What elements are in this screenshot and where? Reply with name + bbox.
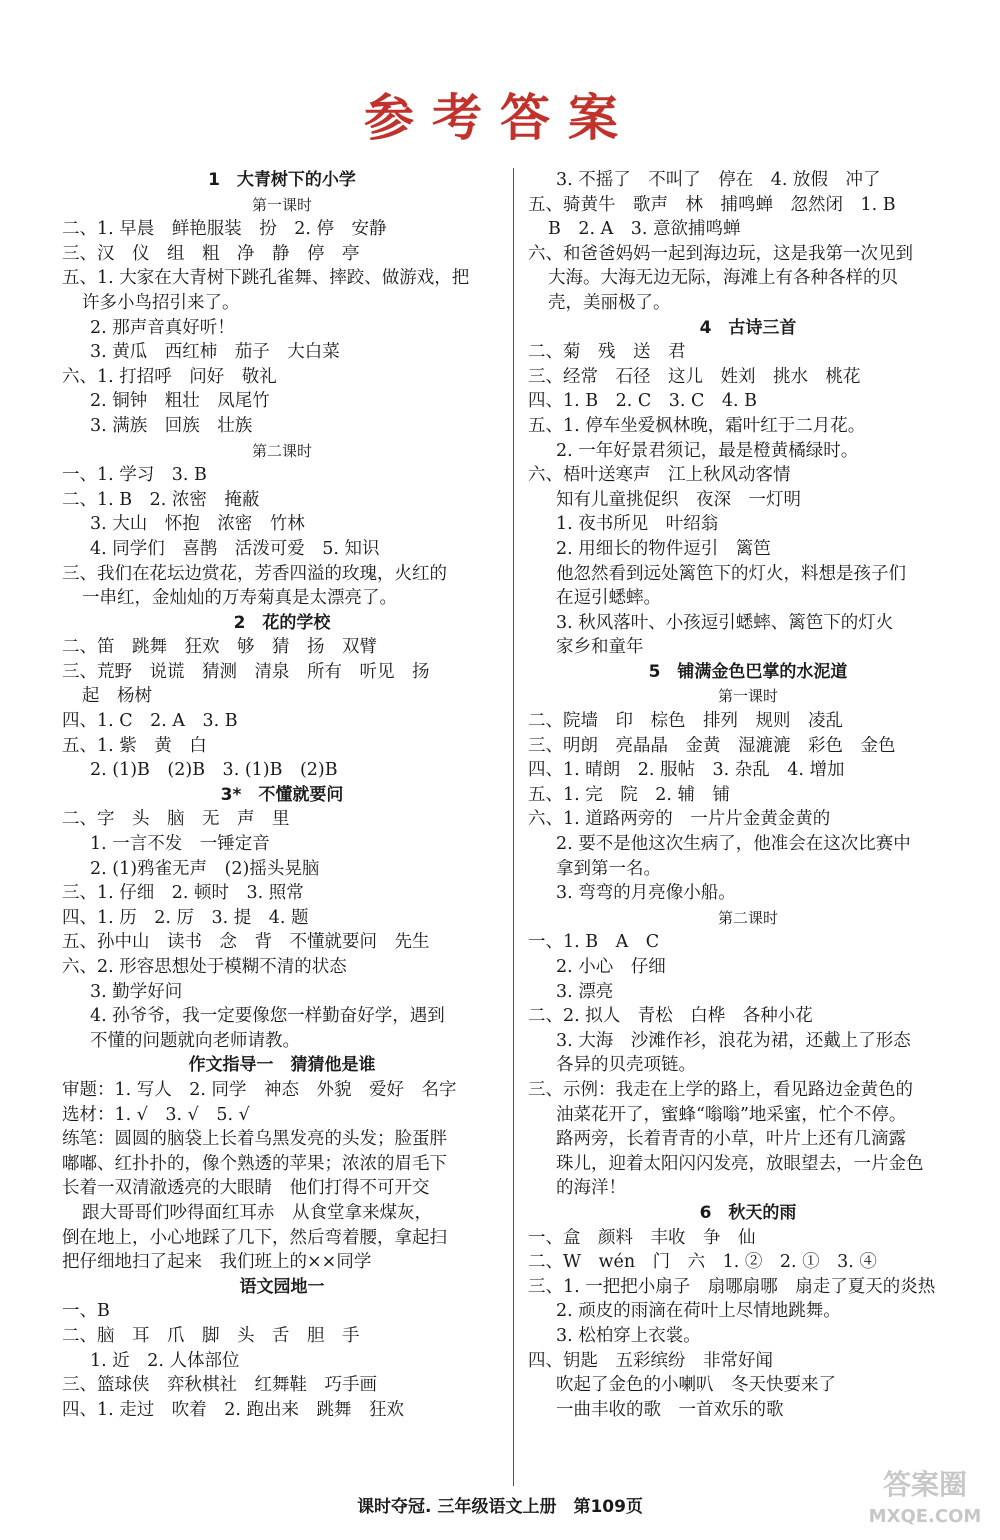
answer-line: 2. 铜钟 粗壮 凤尾竹 [90,391,270,412]
answer-line: 3. 弯弯的月亮像小船。 [556,883,736,904]
answer-line: 三、示例：我走在上学的路上，看见路边金黄色的 [528,1079,913,1100]
answer-line: 二、菊 残 送 君 [528,342,686,363]
answer-line: 3. 大山 怀抱 浓密 竹林 [90,514,305,535]
answer-line: 2. 顽皮的雨滴在荷叶上尽情地跳舞。 [556,1301,841,1322]
answer-line: 2. 一年好景君须记，最是橙黄橘绿时。 [556,440,859,461]
answer-line: 四、1. 走过 吹着 2. 跑出来 跳舞 狂欢 [62,1399,405,1420]
answer-line: 的海洋！ [556,1178,626,1199]
answer-line: 六、和爸爸妈妈一起到海边玩，这是我第一次见到 [528,243,913,264]
answer-line: 三、我们在花坛边赏花，芳香四溢的玫瑰，火红的 [62,563,447,584]
answer-line: 3. 松柏穿上衣裳。 [556,1325,701,1346]
answer-line: 倒在地上，小心地踩了几下，然后弯着腰，拿起扫 [62,1227,447,1248]
answer-line: 家乡和童年 [556,637,644,658]
section-heading: 5 铺满金色巴掌的水泥道 [648,661,848,682]
answer-line: 五、1. 大家在大青树下跳孔雀舞、摔跤、做游戏，把 [62,268,470,289]
answer-line: 三、篮球侠 弈秋棋社 红舞鞋 巧手画 [62,1375,377,1396]
lesson-subheading: 第二课时 [717,908,778,927]
answer-line: 1. 夜书所见 叶绍翁 [556,514,719,535]
answer-line: 路两旁，长着青青的小草，叶片上还有几滴露 [556,1129,906,1150]
answer-line: 跟大哥哥们吵得面红耳赤 从食堂拿来煤灰， [82,1202,432,1223]
answer-line: 2. (1)鸦雀无声 (2)摇头晃脑 [90,858,320,879]
answer-line: 3. 满族 回族 壮族 [90,415,253,436]
answer-line: 五、1. 紫 黄 白 [62,735,207,756]
answer-line: 二、2. 拟人 青松 白桦 各种小花 [528,1006,813,1027]
answer-line: 二、笛 跳舞 狂欢 够 猜 扬 双臂 [62,637,377,658]
watermark-bottom: MXQE.COM [868,1506,982,1527]
answer-line: 2. 那声音真好听！ [90,317,235,338]
answer-line: 各异的贝壳项链。 [556,1055,696,1076]
answer-line: 四、钥匙 五彩缤纷 非常好闻 [528,1350,773,1371]
answer-line: 一串红，金灿灿的万寿菊真是太漂亮了。 [82,588,397,609]
answer-line: 4. 同学们 喜鹊 活泼可爱 5. 知识 [90,538,380,559]
answer-line: 2. 小心 仔细 [556,957,666,977]
section-heading: 4 古诗三首 [699,317,797,338]
answer-line: 二、W wén 门 六 1. ② 2. ① 3. ④ [528,1252,877,1273]
section-heading: 1 大青树下的小学 [208,170,356,190]
answer-line: 2. 要不是他这次生病了，他准会在这次比赛中 [556,834,911,855]
answer-line: 六、2. 形容思想处于模糊不清的状态 [62,957,347,977]
watermark-logo [860,1460,990,1532]
answer-line: 他忽然看到远处篱笆下的灯火，料想是孩子们 [556,563,906,584]
answer-line: 1. 近 2. 人体部位 [90,1350,240,1371]
answer-line: 3. 勤学好问 [90,981,183,1002]
answer-line: 知有儿童挑促织 夜深 一灯明 [556,489,801,510]
answer-line: 2. 用细长的物件逗引 篱笆 [556,538,771,559]
answer-line: 二、院墙 印 棕色 排列 规则 凌乱 [528,711,843,732]
answer-line: 六、梧叶送寒声 江上秋风动客情 [528,465,791,486]
column-divider [513,168,514,1486]
section-heading: 2 花的学校 [233,612,331,633]
answer-line: 五、孙中山 读书 念 背 不懂就要问 先生 [62,932,430,953]
answer-line: 吹起了金色的小喇叭 冬天快要来了 [556,1375,836,1396]
answer-line: 3. 不摇了 不叫了 停在 4. 放假 冲了 [556,170,881,190]
answer-line: 四、1. B 2. C 3. C 4. B [528,391,758,412]
right-answer-column [528,168,968,1422]
watermark-top: 答案圈 [882,1468,968,1501]
answer-line: 3. 黄瓜 西红柿 茄子 大白菜 [90,342,340,363]
answer-line: 五、1. 停车坐爱枫林晚，霜叶红于二月花。 [528,415,866,436]
answer-line: 三、经常 石径 这儿 姓刘 挑水 桃花 [528,366,861,387]
answer-line: 不懂的问题就向老师请教。 [90,1030,300,1051]
answer-line: 大海。大海无边无际，海滩上有各种各样的贝 [548,268,898,289]
answer-line: 三、汉 仪 组 粗 净 静 停 亭 [62,243,360,264]
answer-line: 四、1. 晴朗 2. 服帖 3. 杂乱 4. 增加 [528,760,845,781]
answer-line: 把仔细地扫了起来 我们班上的××同学 [62,1252,372,1273]
answer-line: 油菜花开了，蜜蜂“嗡嗡”地采蜜，忙个不停。 [556,1104,907,1125]
answer-line: 1. 一言不发 一锤定音 [90,834,270,855]
section-heading: 3* 不懂就要问 [220,784,344,805]
answer-line: 三、荒野 说谎 猜测 清泉 所有 听见 扬 [62,661,430,682]
lesson-subheading: 第一课时 [251,195,312,214]
answer-line: 2. (1)B (2)B 3. (1)B (2)B [90,760,338,781]
answer-line: B 2. A 3. 意欲捕鸣蝉 [548,219,741,240]
answer-line: 4. 孙爷爷，我一定要像您一样勤奋好学，遇到 [90,1006,445,1027]
answer-line: 一、1. 学习 3. B [62,465,207,486]
answer-line: 一、1. B A C [528,932,660,953]
answer-line: 在逗引蟋蟀。 [556,588,661,609]
answer-line: 五、1. 完 院 2. 辅 铺 [528,784,731,805]
answer-line: 一、B [62,1301,110,1322]
section-heading: 作文指导一 猜猜他是谁 [188,1055,376,1076]
answer-line: 3. 大海 沙滩作衫，浪花为裙，还戴上了形态 [556,1030,911,1051]
answer-line: 珠儿，迎着太阳闪闪发亮，放眼望去，一片金色 [556,1153,924,1174]
answer-line: 练笔：圆圆的脑袋上长着乌黑发亮的头发；脸蛋胖 [62,1129,447,1150]
answer-line: 二、1. 早晨 鲜艳服装 扮 2. 停 安静 [62,219,387,240]
answer-line: 长着一双清澈透亮的大眼睛 他们打得不可开交 [62,1178,430,1199]
answer-line: 3. 秋风落叶、小孩逗引蟋蟀、篱笆下的灯火 [556,612,894,633]
answer-line: 六、1. 道路两旁的 一片片金黄金黄的 [528,809,831,830]
answer-line: 二、脑 耳 爪 脚 头 舌 胆 手 [62,1325,360,1346]
answer-line: 拿到第一名。 [556,858,661,879]
answer-line: 四、1. 历 2. 厉 3. 提 4. 题 [62,907,309,928]
answer-line: 一、盒 颜料 丰收 争 仙 [528,1227,756,1248]
answer-line: 嘟嘟、红扑扑的，像个熟透的苹果；浓浓的眉毛下 [62,1153,447,1174]
answer-line: 起 杨树 [82,686,152,707]
lesson-subheading: 第二课时 [251,441,312,460]
section-heading: 6 秋天的雨 [699,1202,797,1223]
answer-line: 二、1. B 2. 浓密 掩蔽 [62,489,260,510]
answer-line: 三、1. 一把把小扇子 扇哪扇哪 扇走了夏天的炎热 [528,1276,936,1297]
answer-line: 六、1. 打招呼 问好 敬礼 [62,366,277,387]
left-answer-column [62,168,502,1422]
lesson-subheading: 第一课时 [717,687,778,706]
answer-line: 壳，美丽极了。 [548,292,671,313]
answer-line: 五、骑黄牛 歌声 林 捕鸣蝉 忽然闭 1. B [528,194,896,215]
section-heading: 语文园地一 [239,1276,325,1297]
page-title: 参考答案 [364,89,636,147]
answer-line: 三、明朗 亮晶晶 金黄 湿漉漉 彩色 金色 [528,735,896,756]
answer-line: 选材：1. √ 3. √ 5. √ [62,1104,250,1125]
page-footer: 课时夺冠. 三年级语文上册 第109页 [357,1497,643,1517]
answer-line: 三、1. 仔细 2. 顿时 3. 照常 [62,883,304,904]
answer-line: 许多小鸟招引来了。 [82,292,240,313]
answer-line: 审题：1. 写人 2. 同学 神态 外貌 爱好 名字 [62,1079,457,1100]
answer-line: 一曲丰收的歌 一首欢乐的歌 [556,1399,784,1420]
answer-line: 四、1. C 2. A 3. B [62,711,238,732]
answer-line: 3. 漂亮 [556,981,614,1002]
answer-line: 二、字 头 脑 无 声 里 [62,809,290,830]
